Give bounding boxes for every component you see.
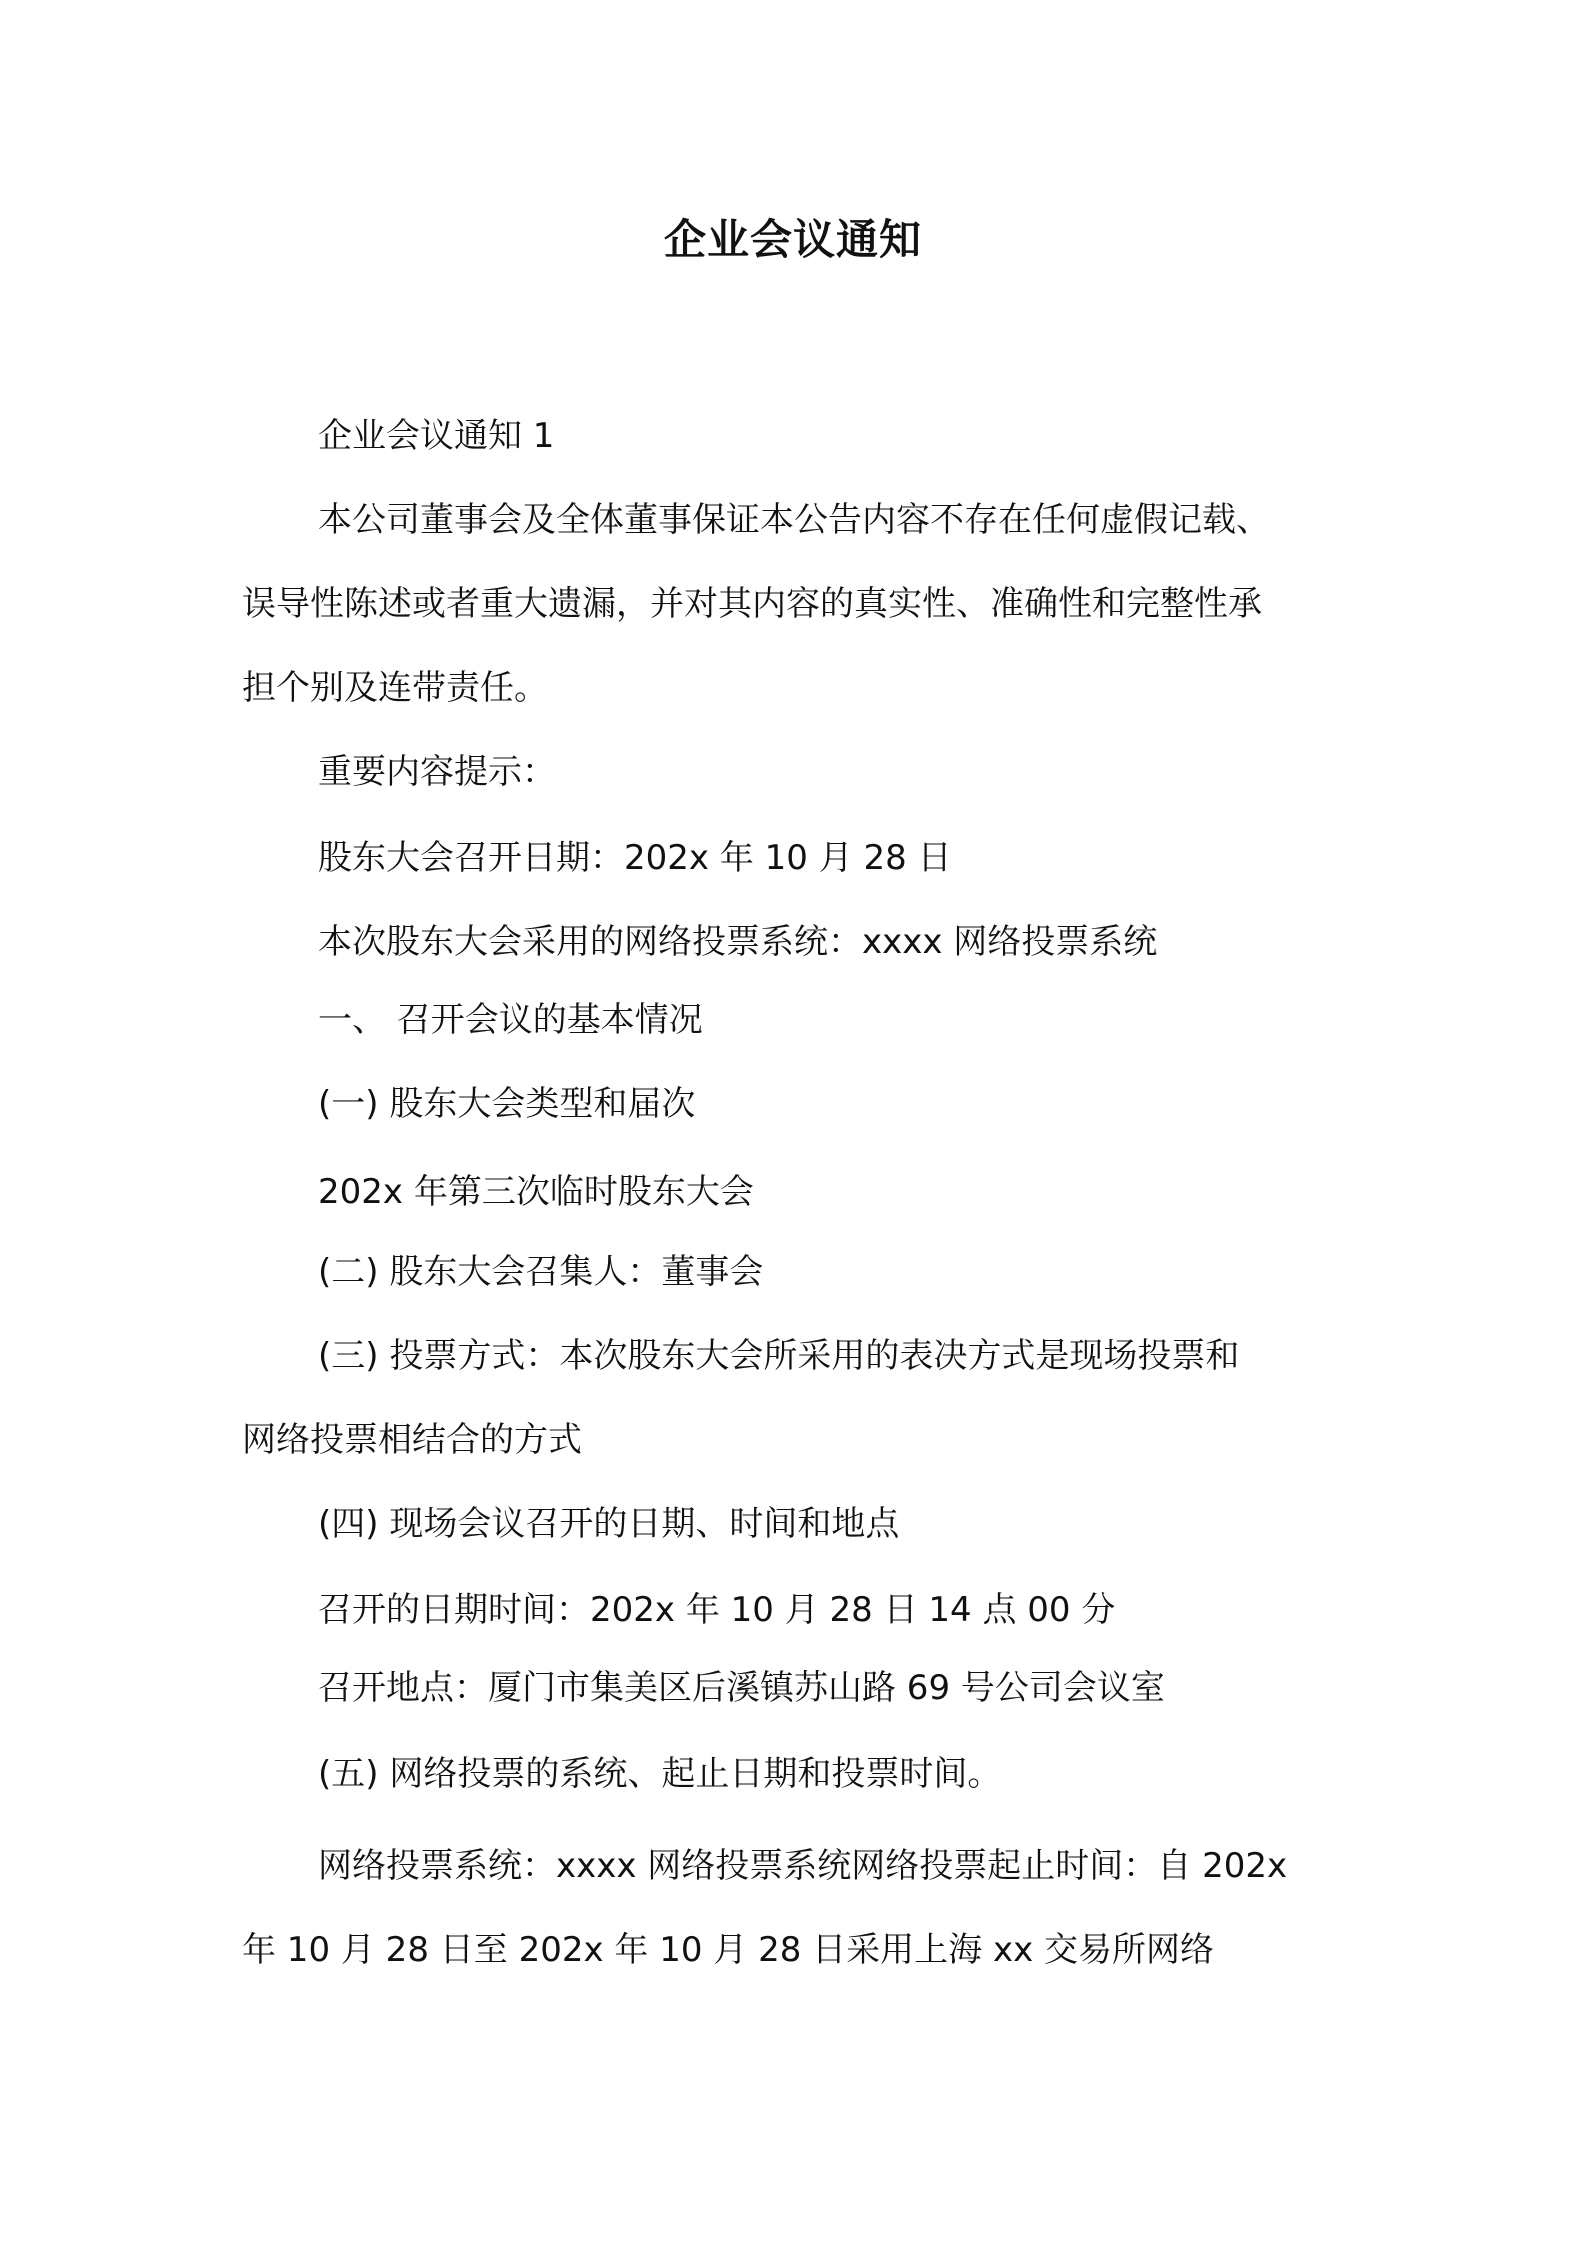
subsection-heading: (四) 现场会议召开的日期、时间和地点: [318, 1504, 900, 1544]
paragraph-line: 本次股东大会采用的网络投票系统：xxxx 网络投票系统: [318, 922, 1158, 962]
section-heading: 一、 召开会议的基本情况: [318, 1000, 703, 1040]
paragraph-line: 误导性陈述或者重大遗漏，并对其内容的真实性、准确性和完整性承: [242, 584, 1262, 624]
subsection-heading: (五) 网络投票的系统、起止日期和投票时间。: [318, 1754, 1002, 1794]
paragraph-line: 召开的日期时间：202x 年 10 月 28 日 14 点 00 分: [318, 1590, 1116, 1630]
paragraph-line: 本公司董事会及全体董事保证本公告内容不存在任何虚假记载、: [318, 500, 1270, 540]
paragraph-line: 网络投票相结合的方式: [242, 1420, 582, 1460]
paragraph-line: 202x 年第三次临时股东大会: [318, 1172, 754, 1212]
paragraph-line: 企业会议通知 1: [318, 416, 555, 456]
paragraph-line: 网络投票系统：xxxx 网络投票系统网络投票起止时间：自 202x: [318, 1846, 1288, 1886]
paragraph-line: 重要内容提示：: [318, 752, 556, 792]
document-title: 企业会议通知: [663, 215, 922, 264]
paragraph-line: 年 10 月 28 日至 202x 年 10 月 28 日采用上海 xx 交易所网络: [242, 1930, 1215, 1970]
subsection-heading: (三) 投票方式：本次股东大会所采用的表决方式是现场投票和: [318, 1336, 1240, 1376]
paragraph-line: 召开地点：厦门市集美区后溪镇苏山路 69 号公司会议室: [318, 1668, 1165, 1708]
subsection-heading: (一) 股东大会类型和届次: [318, 1084, 696, 1124]
paragraph-line: 股东大会召开日期：202x 年 10 月 28 日: [318, 838, 952, 878]
paragraph-line: 担个别及连带责任。: [242, 668, 548, 708]
subsection-heading: (二) 股东大会召集人：董事会: [318, 1252, 764, 1292]
